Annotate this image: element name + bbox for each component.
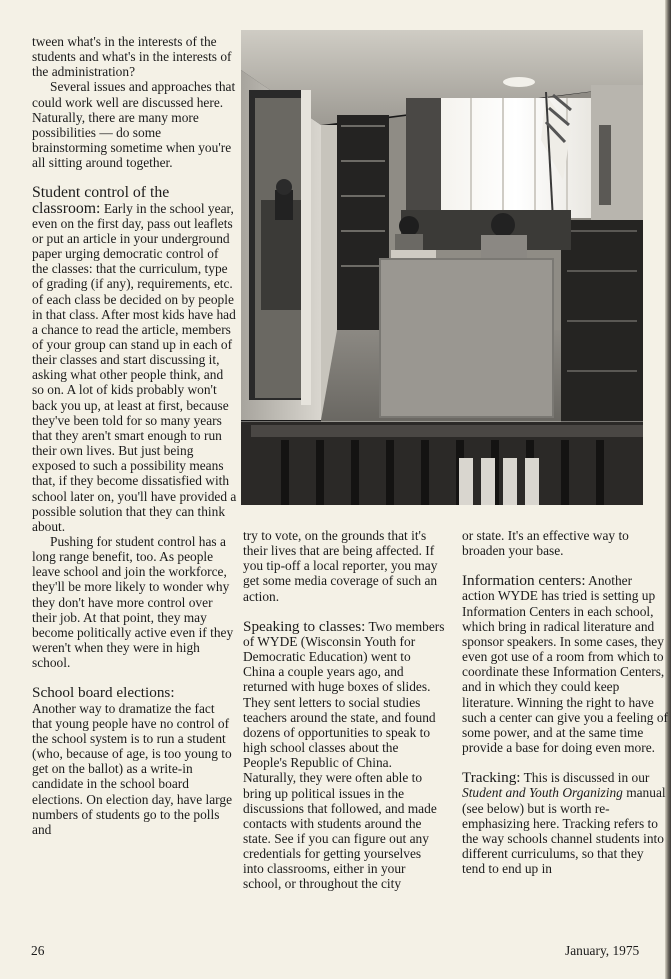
section-information-centers [462, 573, 668, 755]
section-body: Early in the school year, even on the first day, pass out leaflets or put an article in your underground paper urging democratic control of the classes: that the curriculum, type of grading (if any), requirements, etc. of each class be decided on by people in that class. After most kids have had a chance to read the article, members of your group can stand up in each of their classes and start discussing it, asking what other people think, and so on. A lot of kids probably won't back you up, at least at first, because they've been told for so many years that they aren't smart enough to run their own lives. But just being exposed to such a possibility means that, if they become dissatisfied with school later on, you'll have provided a possible solution that they can think about. [32, 200, 237, 534]
column-middle [243, 528, 445, 892]
paragraph: tween what's in the interests of the students and what's in the interests of the administration? [32, 34, 232, 80]
section-body-end: manual (see below) but is worth re-emphasizing here. Tracking refers to the way schools channel students into different curriculums, so that they tend to end up in [462, 785, 666, 877]
paragraph: Pushing for student control has a long range benefit, too. As people leave school and join the workforce, they'll be more likely to wonder why they don't have more control over their job. At that point, they may become politically active even if they weren't when they were in high school. [32, 534, 234, 671]
section-heading: Speaking to classes: [243, 617, 366, 635]
paragraph: try to vote, on the grounds that it's their lives that are being affected. If you tip-off a local reporter, you may get some media coverage of such an action. [243, 528, 438, 604]
section-body-start: This is discussed in our [523, 770, 650, 786]
section-speaking [243, 619, 445, 892]
office-photo [241, 30, 643, 505]
section-heading: Student control of the classroom: [32, 184, 170, 217]
section-student-control [32, 185, 237, 534]
section-heading: Information centers: [462, 572, 586, 590]
page-number: 26 [31, 943, 45, 958]
column-left [32, 34, 237, 837]
manual-title: Student and Youth Organizing [462, 785, 623, 801]
issue-date: January, 1975 [565, 943, 640, 958]
paragraph: Several issues and approaches that could work well are discussed here. Naturally, there are many more possibilities — do some brainstorming sometime when you're all sitting around together. [32, 79, 236, 171]
section-body: Another way to dramatize the fact that young people have no control of the school system is to run a student (who, because of age, is too young to get on the ballot) as a write-in candidate in the school board elections. On election day, have large numbers of students go to the polls and [32, 700, 233, 837]
section-heading: School board elections: [32, 684, 175, 702]
paragraph: or state. It's an effective way to broaden your base. [462, 528, 629, 559]
column-right [462, 528, 668, 876]
section-body: Another action WYDE has tried is setting up Information Centers in each school, which bring in radical literature and sponsor speakers. In some cases, they even got use of a room from which to coordinate these Information Centers, and in which they could keep literature. Winning the right to have such a center can give you a feeling of some power, and at the same time provide a base for doing even more. [462, 573, 668, 756]
section-heading: Tracking: [462, 769, 521, 787]
section-body: Two members of WYDE (Wisconsin Youth for Democratic Education) went to China a couple years ago, and returned with huge boxes of slides. They sent letters to social studies teachers around the state, and found dozens of opportunities to speak to high school classes about the People's Republic of China. Naturally, they were often able to bring up political issues in the discussions that followed, and made contacts with students around the state. See if you can figure out any credentials for getting yourselves into classrooms, either in your school, or throughout the city [243, 618, 445, 892]
section-tracking [462, 770, 668, 876]
section-school-board [32, 685, 237, 837]
office-photo-drawing [241, 30, 643, 505]
